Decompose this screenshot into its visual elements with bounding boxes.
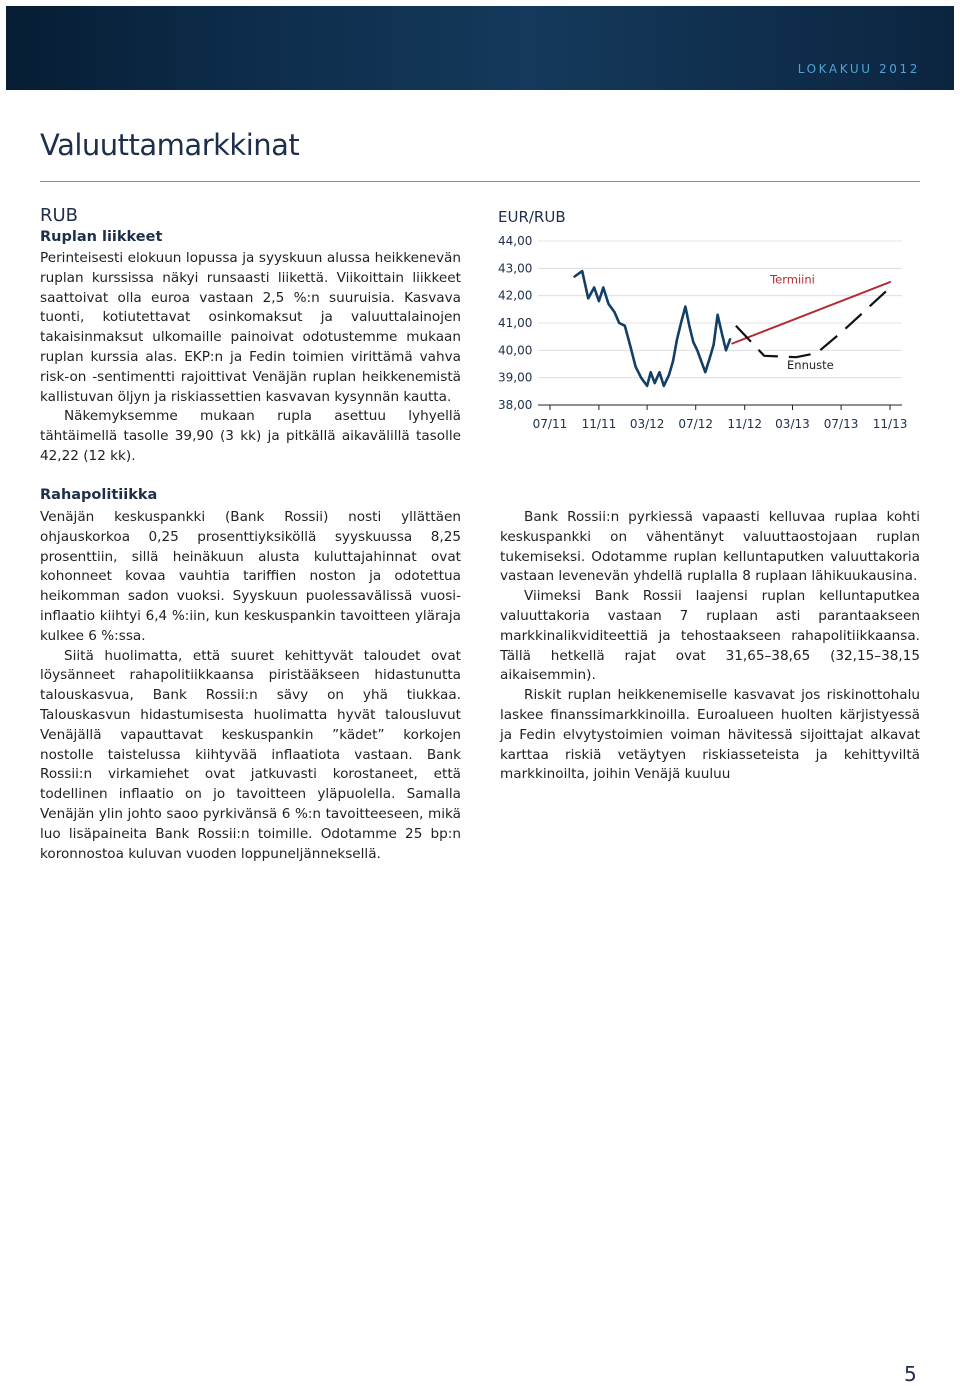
right-column — [500, 508, 920, 785]
x-tick-label: 03/12 — [629, 417, 665, 431]
x-tick-label: 07/13 — [823, 417, 859, 431]
subheading-ruplan-liikkeet: Ruplan liikkeet — [40, 229, 163, 245]
paragraph: Viimeksi Bank Rossii laajensi ruplan kelluntaputkea valuuttakoria vastaan 7 ruplaan asti parantaakseen markkinalikviditeettiä ja tehostaakseen rahapolitiikkaansa. Tällä hetkellä rajat ovat 31,65–38,65 (32,15–38,15 aikaisemmin). — [500, 588, 920, 684]
annotation-termiini: Termiini — [770, 272, 815, 287]
section-title: RUB — [40, 205, 79, 226]
subheading-rahapolitiikka: Rahapolitiikka — [40, 487, 158, 503]
y-tick-label: 41,00 — [498, 316, 533, 330]
x-tick-label: 07/11 — [532, 417, 568, 431]
paragraph: Bank Rossii:n pyrkiessä vapaasti kelluvaa ruplaa kohti keskuspankki on vähentänyt valuuttaostojaan ruplan tukemiseksi. Odotamme ruplan kelluntaputken valuuttakoria vastaan levenevän yhdellä ruplalla 8 ruplaan lähikuukausina. — [500, 509, 920, 585]
paragraph: Siitä huolimatta, että suuret kehittyvät taloudet ovat löysänneet rahapolitiikkaansa piristääkseen hidastunutta talouskasvua, Bank Rossii:n sävy on yhä tiukkaa. Talouskasvun hidastumisesta huolimatta hyvät talousluvut Venäjällä vapauttavat keskuspankin ”kädet” korkojen nostolle taistelussa kiihtyvää inflaatiota vastaan. Bank Rossii:n virkamiehet ovat jatkuvasti korostaneet, että todellinen inflaatio on jo tavoitteen yläpuolella. Samalla Venäjän ylin johto saoo pyrkivänsä 6 %:n tavoitteeseen, mikä luo lisäpaineita Bank Rossii:n toimille. Odotamme 25 bp:n koronnostoa kuluvan vuoden loppuneljänneksellä. — [40, 647, 461, 862]
x-tick-label: 11/12 — [727, 417, 762, 431]
series-line-termiini — [732, 282, 890, 344]
issue-date: LOKAKUU 2012 — [797, 62, 920, 76]
annotation-ennuste: Ennuste — [787, 357, 834, 372]
page-title: Valuuttamarkkinat — [40, 128, 300, 162]
paragraph: Riskit ruplan heikkenemiselle kasvavat jos riskinottohalu laskee finanssimarkkinoilla. Euroalueen huolten kärjistyessä ja Fedin elvytystoimien voiman hävitessä sijoittajat alkavat karttaa riskiä vetäytyen riskiasseteista ja kehittyviltä markkinoilta, joihin Venäjä kuuluu — [500, 687, 920, 783]
y-tick-label: 39,00 — [498, 370, 533, 385]
paragraph: Venäjän keskuspankki (Bank Rossii) nosti yllättäen ohjauskorkoa 0,25 prosenttiyksiköllä syyskuussa 8,25 prosenttiin, sillä heinäkuun alusta kuluttajahinnat ovat kohonneet kovaa vauhtia tariffien noston ja odotettua heikomman sadon vuoksi. Syyskuun puolessavälissä vuosi-inflaatio kiihtyi 6,4 %:iin, kun keskuspankin tavoitteen yläraja kulkee 6 %:ssa. — [40, 509, 461, 644]
header-banner — [6, 6, 954, 90]
y-tick-label: 42,00 — [498, 288, 533, 303]
x-tick-label: 11/11 — [581, 417, 617, 431]
y-tick-label: 43,00 — [498, 261, 533, 276]
paragraph: Perinteisesti elokuun lopussa ja syyskuun alussa heikkenevän ruplan kurssissa näkyi runsaasti liikettä. Viikoittain liikkeet saattoivat olla euroa vastaan 2,5 %:n suuruisia. Kasvava tuonti, kotiutettavat osinkomaksut ja valuuttalainojen takaisinmaksut ulkomaille painoivat odotustemme mukaan ruplan kurssia alas. EKP:n ja Fedin toimien virittämä vahva risk-on -sentimentti rajoittivat Venäjän ruplan heikkenemistä kallistuvan öljyn ja riskiassettien kasvavan kysynnän kautta. — [40, 250, 461, 405]
title-divider — [40, 181, 920, 182]
x-tick-label: 11/13 — [872, 417, 908, 431]
paragraph: Näkemyksemme mukaan rupla asettuu lyhyellä tähtäimellä tasolle 39,90 (3 kk) ja pitkällä aikavälillä tasolle 42,22 (12 kk). — [40, 408, 461, 464]
chart-title: EUR/RUB — [498, 208, 566, 226]
x-tick-label: 03/13 — [775, 417, 810, 431]
y-tick-label: 44,00 — [498, 234, 533, 248]
left-column — [40, 508, 461, 864]
eur-rub-chart — [490, 225, 930, 440]
x-tick-label: 07/12 — [678, 417, 714, 431]
intro-column — [40, 249, 461, 467]
y-tick-label: 38,00 — [498, 398, 533, 412]
y-tick-label: 40,00 — [498, 343, 533, 358]
series-line-ennuste — [736, 288, 890, 358]
series-line-eur-rub — [575, 271, 730, 386]
page-number: 5 — [904, 1362, 917, 1386]
